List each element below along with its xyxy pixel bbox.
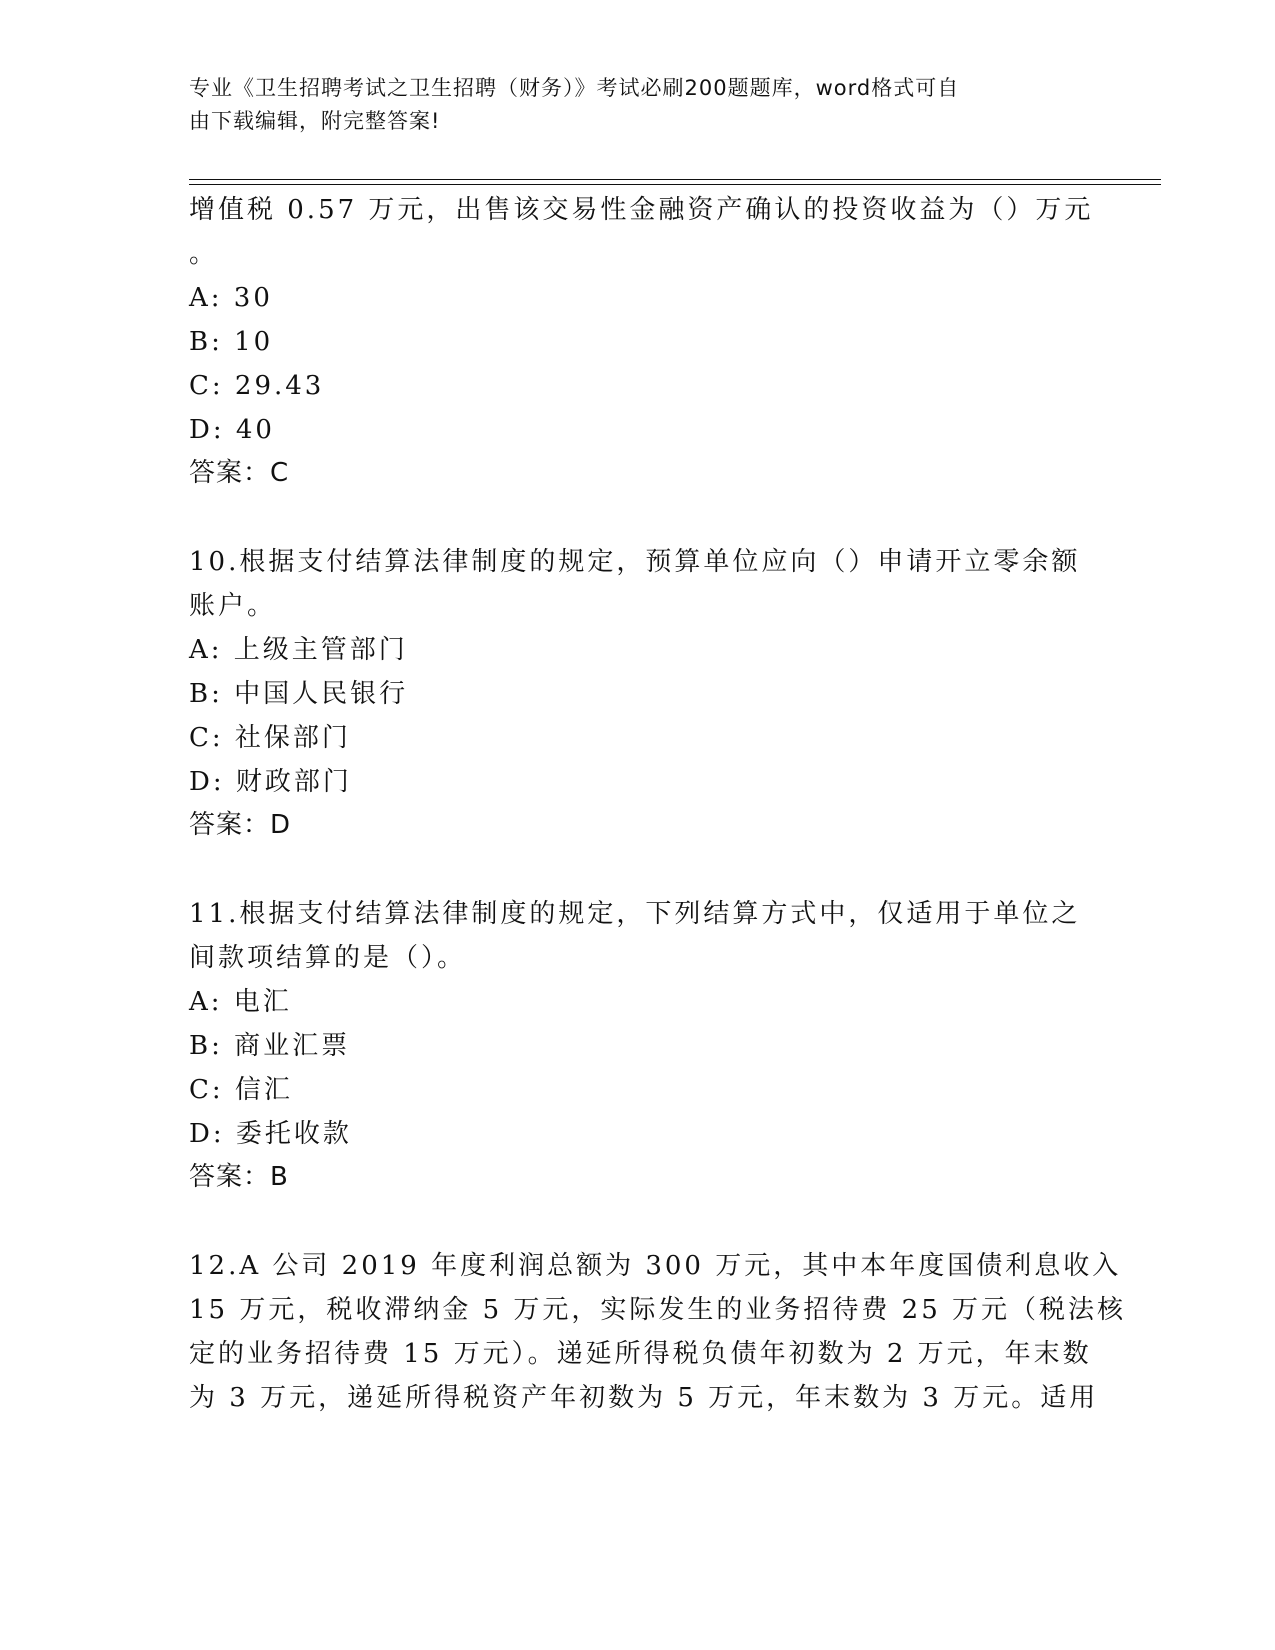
document-header [189, 72, 1079, 138]
q10-answer: 答案：D [189, 810, 292, 840]
q9-answer: 答案：C [189, 458, 290, 488]
q10-option-c: C: 社保部门 [189, 723, 351, 753]
q11-option-d: D: 委托收款 [189, 1119, 352, 1149]
q12-text-line-3: 定的业务招待费 15 万元）。递延所得税负债年初数为 2 万元，年末数 [189, 1339, 1092, 1369]
q9-option-a: A: 30 [189, 283, 273, 313]
q11-answer: 答案：B [189, 1162, 289, 1192]
q10-option-d: D: 财政部门 [189, 767, 352, 797]
q9-option-d: D: 40 [189, 415, 275, 445]
q12-text-line-2: 15 万元，税收滞纳金 5 万元，实际发生的业务招待费 25 万元（税法核 [189, 1295, 1127, 1325]
q11-option-c: C: 信汇 [189, 1075, 293, 1105]
header-title-line-1: 专业《卫生招聘考试之卫生招聘（财务）》考试必刷200题题库，word格式可自 [189, 76, 960, 100]
q9-option-b: B: 10 [189, 327, 274, 357]
q11-option-a: A: 电汇 [189, 987, 292, 1017]
q12-text-line-4: 为 3 万元，递延所得税资产年初数为 5 万元，年末数为 3 万元。适用 [189, 1383, 1099, 1413]
q9-option-c: C: 29.43 [189, 371, 325, 401]
q10-text-line-1: 10.根据支付结算法律制度的规定，预算单位应向（）申请开立零余额 [189, 547, 1081, 577]
q9-text-line-1: 增值税 0.57 万元，出售该交易性金融资产确认的投资收益为（）万元 [189, 195, 1094, 225]
q9-text-line-2: 。 [189, 239, 219, 269]
q11-text-line-1: 11.根据支付结算法律制度的规定，下列结算方式中，仅适用于单位之 [189, 899, 1081, 929]
q10-text-line-2: 账户。 [189, 591, 277, 621]
q12-text-line-1: 12.A 公司 2019 年度利润总额为 300 万元，其中本年度国债利息收入 [189, 1251, 1122, 1281]
header-title-line-2: 由下载编辑，附完整答案! [189, 109, 441, 133]
q10-option-a: A: 上级主管部门 [189, 635, 408, 665]
header-divider-top [189, 179, 1161, 180]
header-divider-bottom [189, 184, 1161, 185]
q11-text-line-2: 间款项结算的是（）。 [189, 943, 467, 973]
q10-option-b: B: 中国人民银行 [189, 679, 409, 709]
q11-option-b: B: 商业汇票 [189, 1031, 351, 1061]
